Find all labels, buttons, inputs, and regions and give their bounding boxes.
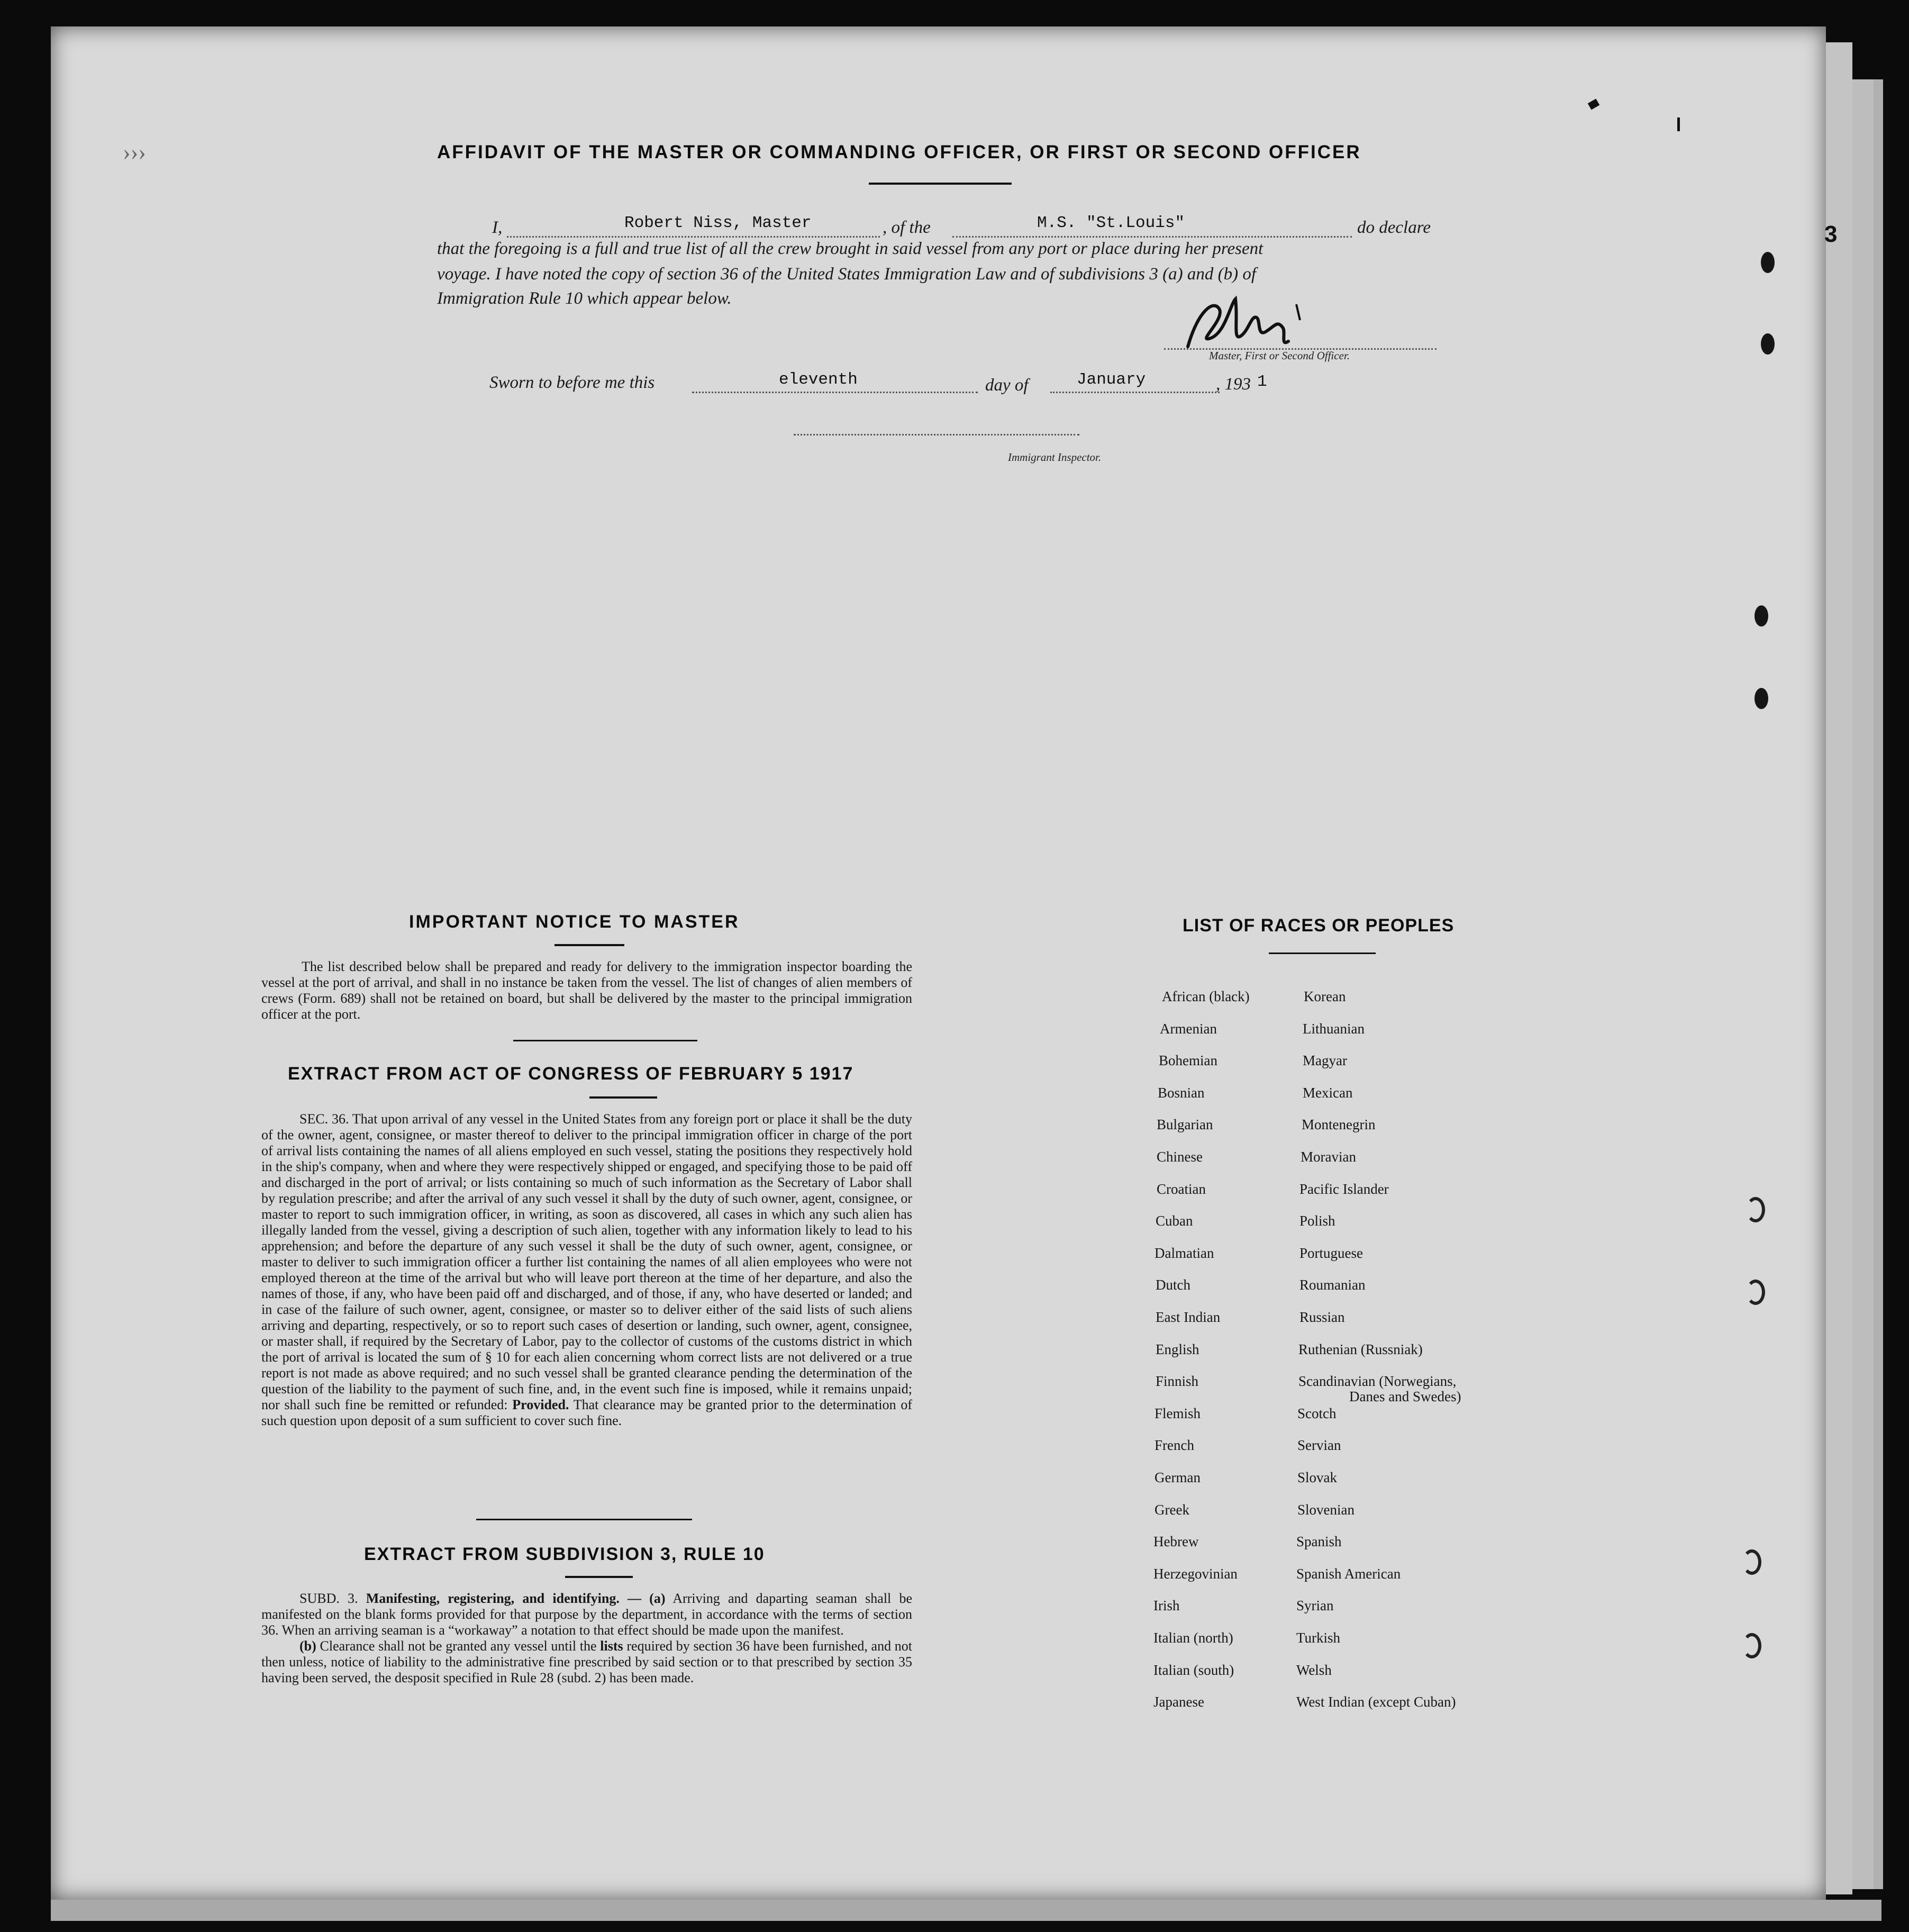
race-item: Scotch bbox=[1297, 1405, 1337, 1421]
day-of-label: day of bbox=[985, 376, 1029, 395]
race-item: Montenegrin bbox=[1302, 1117, 1376, 1133]
sworn-month: January bbox=[1077, 370, 1146, 389]
ink-tick bbox=[1677, 117, 1680, 131]
page-edge-bottom bbox=[51, 1900, 1881, 1921]
binder-hole bbox=[1755, 605, 1768, 627]
race-item: Flemish bbox=[1155, 1405, 1201, 1421]
act-body: SEC. 36. That upon arrival of any vessel in the United States from any foreign port or place it shall be the duty of the owner, agent, consignee, or master thereof to deliver to the principal immigration officer in charge of the port of arrival lists containing the names of all aliens employed en such vessel, stating the positions they respectively hold in the ship's company, when and where they were respectively shipped or engaged, and specifying those to be paid off and discharged in the port of arrival; or lists containing so much of such information as the Secretary of Labor shall by regulation prescribe; and after the arrival of any such vessel it shall by the duty of such owner, agent, consignee, or master to report to such immigration officer, in writing, as soon as discovered, all cases in which any such alien has illegally landed from the vessel, giving a description of such alien, together with any information likely to lead to his apprehension; and before the departure of any such vessel it shall be the duty of such owner, agent, consignee, or master to deliver to such immigration officer a further list containing the names of all alien employees who were not employed thereon at the time of the arrival but who will leave port thereon at the time of her departure, and also the names of those, if any, who have been paid off and discharged, and of those, if any, who have deserted or landed; and in case of the failure of such owner, agent, consignee, or master so to deliver either of the said lists of such aliens arriving and departing, respectively, or so to report such cases of desertion or landing, such owner, agent, consignee, or master shall, if required by the Secretary of Labor, pay to the collector of customs of the customs district in which the port of arrival is located the sum of § 10 for each alien concerning whom correct lists are not delivered or a true report is not made as above required; and no such vessel shall be granted clearance pending the determination of the question of the liability to the payment of such fine, and, in the event such fine is imposed, while it remains unpaid; nor shall such fine be remitted or refunded: bbox=[261, 1111, 912, 1412]
act-body-end: That clearance may be granted prior to the determination of such question upon deposit of a sum sufficient to cover such fine. bbox=[261, 1397, 913, 1428]
of-the-label: , of the bbox=[883, 218, 931, 237]
act-provided: Provided. bbox=[512, 1397, 569, 1412]
notice-divider bbox=[513, 1040, 697, 1041]
act-heading: EXTRACT FROM ACT OF CONGRESS OF FEBRUARY 5 1917 bbox=[288, 1064, 854, 1084]
rule10-a-prefix: SUBD. 3. bbox=[299, 1591, 358, 1606]
race-item: Welsh bbox=[1296, 1662, 1332, 1678]
race-item: Spanish bbox=[1296, 1534, 1342, 1550]
race-item: Greek bbox=[1155, 1501, 1189, 1518]
page-edge-2 bbox=[1852, 79, 1874, 1889]
race-item: Portuguese bbox=[1299, 1245, 1363, 1261]
race-item: Ruthenian (Russniak) bbox=[1298, 1341, 1423, 1357]
act-text bbox=[261, 1111, 912, 1429]
rule10-b-text-2: required by section 36 have been furnished, and not then unless, notice of liability to the administrative fine prescribed by said section or to that prescribed by section 35 having been served, the desposit specified in Rule 28 (subd. 2) has been made. bbox=[261, 1638, 913, 1685]
binder-hole bbox=[1746, 1280, 1765, 1305]
inspector-caption: Immigrant Inspector. bbox=[1008, 451, 1102, 464]
binder-hole bbox=[1755, 688, 1768, 709]
vessel-name: M.S. "St.Louis" bbox=[1037, 214, 1185, 232]
races-rule bbox=[1269, 953, 1376, 954]
binder-hole bbox=[1742, 1549, 1761, 1575]
heading-rule bbox=[869, 183, 1012, 185]
rule10-a-text: Arriving and daparting seaman shall be manifested on the blank forms provided for that purpose by the department, in accordance with the terms of section 36. When an arriving seaman is a “workaway” a notation to that effect should be made upon the manifest. bbox=[261, 1591, 913, 1638]
race-item: Russian bbox=[1299, 1309, 1345, 1325]
binder-hole bbox=[1746, 1197, 1765, 1222]
year-prefix: , 193 bbox=[1216, 375, 1251, 394]
notice-rule bbox=[554, 944, 624, 946]
race-item: Mexican bbox=[1303, 1084, 1353, 1101]
sworn-day-line bbox=[692, 392, 978, 393]
i-label: I, bbox=[492, 218, 503, 237]
race-item: Cuban bbox=[1156, 1213, 1193, 1229]
race-item: Roumanian bbox=[1299, 1277, 1366, 1293]
race-item: Bosnian bbox=[1158, 1084, 1205, 1101]
notice-heading: IMPORTANT NOTICE TO MASTER bbox=[409, 912, 740, 932]
master-name: Robert Niss, Master bbox=[624, 214, 812, 232]
binder-hole bbox=[1761, 333, 1775, 355]
vessel-line bbox=[952, 236, 1352, 238]
race-item: Spanish American bbox=[1296, 1565, 1401, 1582]
race-item: Finnish bbox=[1156, 1373, 1199, 1390]
binder-hole bbox=[1761, 252, 1775, 273]
race-item: Moravian bbox=[1301, 1149, 1356, 1165]
race-item: Polish bbox=[1299, 1213, 1335, 1229]
race-item: Italian (south) bbox=[1153, 1662, 1234, 1678]
race-item: African (black) bbox=[1162, 988, 1250, 1004]
signature-caption: Master, First or Second Officer. bbox=[1209, 349, 1350, 362]
races-heading: LIST OF RACES OR PEOPLES bbox=[1183, 915, 1455, 936]
race-item: Bohemian bbox=[1159, 1053, 1217, 1069]
race-item: German bbox=[1155, 1470, 1201, 1485]
month-line bbox=[1050, 392, 1220, 393]
race-item: Croatian bbox=[1157, 1181, 1206, 1197]
affidavit-heading: AFFIDAVIT OF THE MASTER OR COMMANDING OFFICER, OR FIRST OR SECOND OFFICER bbox=[437, 142, 1361, 162]
inspector-line bbox=[794, 434, 1079, 436]
affidavit-line-4: Immigration Rule 10 which appear below. bbox=[437, 289, 732, 308]
race-item: Slovak bbox=[1297, 1470, 1338, 1485]
edge-digit: 3 bbox=[1824, 221, 1838, 247]
rule10-b-lists: lists bbox=[600, 1638, 623, 1654]
rule10-a-bold: Manifesting, registering, and identifying. — (a) bbox=[366, 1591, 666, 1606]
sworn-day: eleventh bbox=[779, 370, 858, 389]
corner-mark: ››› bbox=[123, 139, 146, 165]
race-item: Chinese bbox=[1157, 1149, 1203, 1165]
act-rule bbox=[589, 1096, 657, 1099]
sworn-label: Sworn to before me this bbox=[489, 373, 655, 392]
name-line bbox=[507, 236, 880, 238]
race-item: Slovenian bbox=[1297, 1501, 1355, 1518]
page-edge-3 bbox=[1874, 79, 1883, 1889]
race-item: Hebrew bbox=[1153, 1534, 1199, 1550]
race-item: Armenian bbox=[1160, 1020, 1217, 1037]
do-declare-label: do declare bbox=[1357, 218, 1431, 237]
race-scandinavian-cont: Danes and Swedes) bbox=[1349, 1389, 1461, 1404]
race-item: Scandinavian (Norwegians, bbox=[1298, 1373, 1457, 1390]
rule10-b-bold: (b) bbox=[299, 1638, 316, 1654]
race-item: French bbox=[1155, 1437, 1194, 1454]
rule10-b-text-1: Clearance shall not be granted any vessel until the bbox=[320, 1638, 597, 1654]
binder-hole bbox=[1742, 1633, 1761, 1658]
year-suffix: 1 bbox=[1257, 373, 1267, 391]
affidavit-line-3: voyage. I have noted the copy of section 36 of the United States Immigration Law and of subdivisions 3 (a) and (b) of bbox=[437, 265, 1257, 284]
race-item: Turkish bbox=[1296, 1630, 1341, 1646]
rule10-heading: EXTRACT FROM SUBDIVISION 3, RULE 10 bbox=[364, 1544, 765, 1564]
rule10-text bbox=[261, 1591, 912, 1686]
race-item: Dalmatian bbox=[1155, 1245, 1214, 1261]
race-item: Korean bbox=[1304, 988, 1346, 1004]
race-item: Bulgarian bbox=[1157, 1117, 1213, 1133]
race-item: Dutch bbox=[1156, 1277, 1190, 1293]
race-item: East Indian bbox=[1156, 1309, 1221, 1325]
race-item: Syrian bbox=[1296, 1598, 1334, 1614]
race-item: Irish bbox=[1153, 1598, 1180, 1614]
affidavit-line-2: that the foregoing is a full and true list of all the crew brought in said vessel from any port or place during her present bbox=[437, 239, 1263, 258]
act-divider bbox=[476, 1519, 692, 1520]
race-item: Servian bbox=[1297, 1437, 1341, 1454]
race-item: West Indian (except Cuban) bbox=[1296, 1694, 1456, 1710]
race-item: Lithuanian bbox=[1303, 1020, 1365, 1037]
race-item: Pacific Islander bbox=[1299, 1181, 1389, 1197]
race-item: Herzegovinian bbox=[1153, 1565, 1238, 1582]
notice-text: The list described below shall be prepared and ready for delivery to the immigration inspector boarding the vessel at the port of arrival, and shall in no instance be taken from the vessel. The list of changes of alien members of crews (Form. 689) shall not be retained on board, but shall be delivered by the master to the principal immigration officer at the port. bbox=[261, 959, 912, 1022]
race-item: Magyar bbox=[1303, 1053, 1347, 1069]
race-item: Italian (north) bbox=[1153, 1630, 1233, 1646]
race-item: Japanese bbox=[1153, 1694, 1204, 1710]
rule10-rule bbox=[565, 1576, 633, 1578]
page-edge-1 bbox=[1826, 42, 1852, 1894]
race-item: English bbox=[1156, 1341, 1199, 1357]
